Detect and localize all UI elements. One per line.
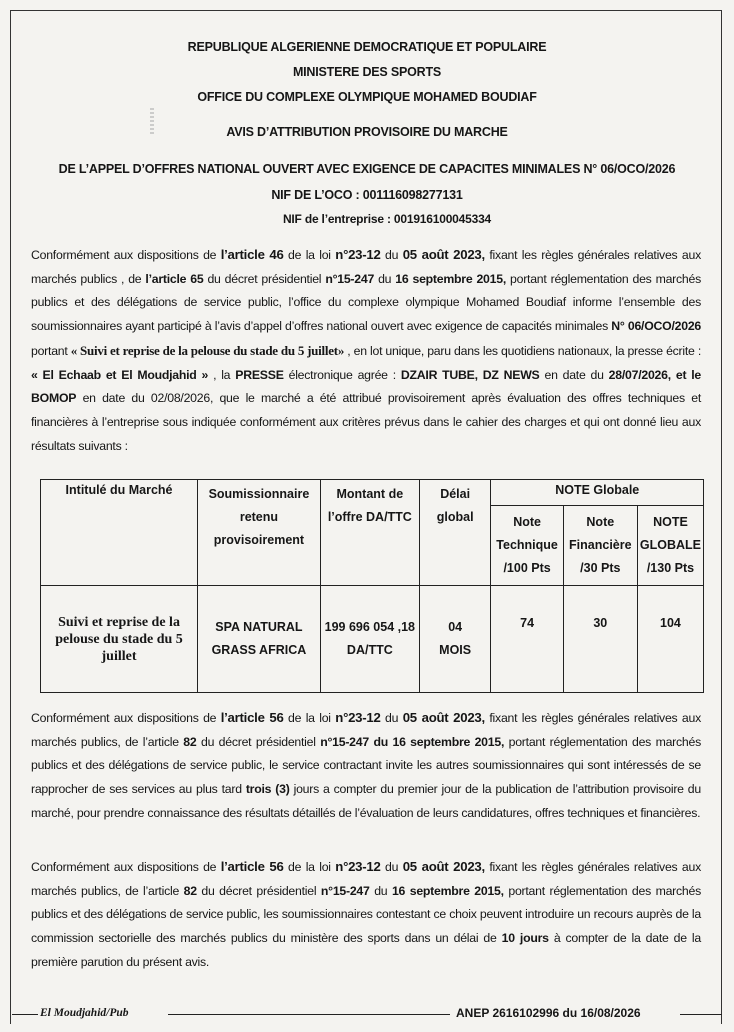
- col-header-amount: Montant de l’offre DA/TTC: [320, 480, 419, 586]
- paragraph-consultation: Conformément aux dispositions de l’article 56 de la loi n°23-12 du 05 août 2023, fixant les règles générales relatives aux marchés publics, de l’article 82 du décret présidentiel n°15-247 du 16 septembre 2015, portant réglementation des marchés publics et des délégations de service public, le service contractant invite les autres soumissionnaires qui sont intéressés de se rapprocher de ses services au plus tard trois (3) jours a compter du premier jour de la publication de l’attribution provisoire du marché, pour prendre connaissance des résultats détaillés de l’évaluation de leurs candidatures, offres techniques et financières.: [31, 710, 701, 820]
- footer: [0, 1005, 734, 1025]
- footer-rule-right: [680, 1014, 722, 1015]
- header-nif-oco: NIF DE L’OCO : 001116098277131: [271, 188, 463, 202]
- award-table: [40, 479, 704, 693]
- col-header-total-score: NOTE GLOBALE /130 Pts: [637, 506, 703, 586]
- cell-bidder: SPA NATURAL GRASS AFRICA: [198, 586, 321, 693]
- col-header-fin-score: Note Financière /30 Pts: [563, 506, 637, 586]
- footer-rule-middle: [168, 1014, 450, 1015]
- cell-fin-score: 30: [563, 586, 637, 693]
- cell-duration: 04 MOIS: [419, 586, 491, 693]
- cell-tech-score: 74: [491, 586, 563, 693]
- cell-title: Suivi et reprise de la pelouse du stade du 5 juillet: [41, 586, 198, 693]
- table-row: [41, 586, 704, 693]
- col-header-title: Intitulé du Marché: [41, 480, 198, 586]
- header-notice-title: AVIS D’ATTRIBUTION PROVISOIRE DU MARCHE: [226, 125, 508, 139]
- col-header-duration: Délai global: [419, 480, 491, 586]
- paragraph-appeal: Conformément aux dispositions de l’article 56 de la loi n°23-12 du 05 août 2023, fixant les règles générales relatives aux marchés publics, de l’article 82 du décret présidentiel n°15-247 du 16 septembre 2015, portant réglementation des marchés publics et des délégations de service public, les soumissionnaires contestant ce choix peuvent introduire un recours auprès de la commission sectorielle des marchés publics du ministère des sports dans un délai de 10 jours à compter de la date de la première parution du présent avis.: [31, 859, 701, 969]
- col-header-global-score: NOTE Globale: [491, 480, 704, 506]
- header-republic: REPUBLIQUE ALGERIENNE DEMOCRATIQUE ET POPULAIRE: [187, 40, 547, 54]
- header-nif-company: NIF de l’entreprise : 001916100045334: [282, 212, 492, 226]
- col-header-tech-score: Note Technique /100 Pts: [491, 506, 563, 586]
- footer-publication: El Moudjahid/Pub: [40, 1007, 129, 1019]
- header-ministry: MINISTERE DES SPORTS: [292, 65, 442, 79]
- header-tender-ref: DE L’APPEL D’OFFRES NATIONAL OUVERT AVEC EXIGENCE DE CAPACITES MINIMALES N° 06/OCO/2026: [58, 162, 676, 176]
- col-header-bidder: Soumissionnaire retenu provisoirement: [198, 480, 321, 586]
- footer-rule-left: [12, 1014, 38, 1015]
- footer-anep-ref: ANEP 2616102996 du 16/08/2026: [456, 1006, 641, 1020]
- header-office: OFFICE DU COMPLEXE OLYMPIQUE MOHAMED BOUDIAF: [197, 90, 537, 104]
- cell-amount: 199 696 054 ,18 DA/TTC: [320, 586, 419, 693]
- paragraph-intro: Conformément aux dispositions de l’article 46 de la loi n°23-12 du 05 août 2023, fixant les règles générales relatives aux marchés publics , de l’article 65 du décret présidentiel n°15-247 du 16 septembre 2015, portant réglementation des marchés publics et des délégations de service public, l’office du complexe olympique Mohamed Boudiaf informe l’ensemble des soumissionnaires ayant participé à l’avis d’appel d’offres national ouvert avec exigence de capacités minimales N° 06/OCO/2026 portant « Suivi et reprise de la pelouse du stade du 5 juillet» , en lot unique, paru dans les quotidiens nationaux, la presse écrite : « El Echaab et El Moudjahid » , la PRESSE électronique agrée : DZAIR TUBE, DZ NEWS en date du 28/07/2026, et le BOMOP en date du 02/08/2026, que le marché a été attribué provisoirement après évaluation des offres techniques et financières à l’entreprise sous indiquée conformément aux critères prévus dans le cahier des charges et qui ont donné lieu aux résultats suivants :: [31, 247, 702, 453]
- cell-total-score: 104: [637, 586, 703, 693]
